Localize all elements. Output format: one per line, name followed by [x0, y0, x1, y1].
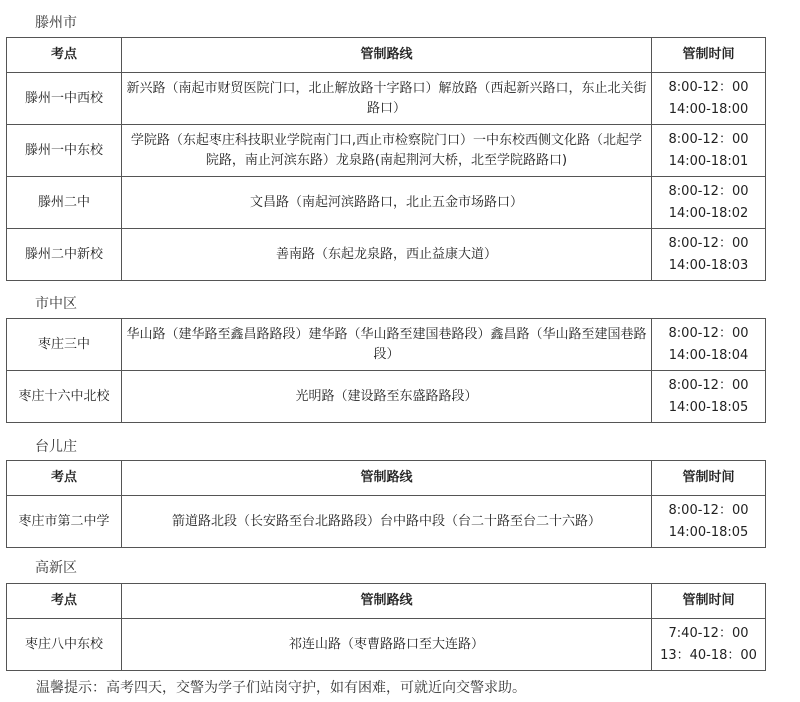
route-cell: 文昌路（南起河滨路路口，北止五金市场路口）	[122, 177, 652, 229]
header-time: 管制时间	[652, 584, 766, 619]
site-cell: 枣庄八中东校	[7, 619, 122, 671]
header-time: 管制时间	[652, 38, 766, 73]
route-cell: 光明路（建设路至东盛路路段）	[122, 371, 652, 423]
table-header-row	[7, 38, 766, 73]
header-site: 考点	[7, 461, 122, 496]
time-cell	[652, 73, 766, 125]
route-cell: 学院路（东起枣庄科技职业学院南门口,西止市检察院门口）一中东校西侧文化路（北起学院路，南止河滨东路）龙泉路(南起荆河大桥，北至学院路路口)	[122, 125, 652, 177]
table-row	[7, 496, 766, 548]
site-cell: 滕州一中东校	[7, 125, 122, 177]
table-row	[7, 371, 766, 423]
table-row	[7, 125, 766, 177]
time-afternoon: 14:00-18:00	[668, 101, 749, 117]
time-afternoon: 14:00-18:05	[668, 524, 749, 540]
time-cell	[652, 125, 766, 177]
table-row	[7, 619, 766, 671]
section-title-tengzhou: 滕州市	[35, 15, 77, 31]
route-cell: 善南路（东起龙泉路，西止益康大道）	[122, 229, 652, 281]
site-cell: 枣庄市第二中学	[7, 496, 122, 548]
header-route: 管制路线	[122, 461, 652, 496]
table-header-row	[7, 584, 766, 619]
table-row	[7, 177, 766, 229]
time-afternoon: 14:00-18:04	[668, 347, 749, 363]
time-afternoon: 13：40-18：00	[660, 647, 757, 663]
time-afternoon: 14:00-18:02	[668, 205, 749, 221]
time-cell	[652, 229, 766, 281]
table-row	[7, 229, 766, 281]
warm-tip: 温馨提示：高考四天，交警为学子们站岗守护，如有困难，可就近向交警求助。	[36, 680, 526, 696]
header-site: 考点	[7, 584, 122, 619]
time-morning: 8:00-12：00	[668, 325, 749, 341]
time-cell	[652, 371, 766, 423]
time-morning: 8:00-12：00	[668, 377, 749, 393]
route-cell: 新兴路（南起市财贸医院门口，北止解放路十字路口）解放路（西起新兴路口，东止北关街路口）	[122, 73, 652, 125]
time-morning: 8:00-12：00	[668, 131, 749, 147]
site-cell: 滕州二中	[7, 177, 122, 229]
control-table-shizhong	[6, 318, 766, 423]
time-morning: 8:00-12：00	[668, 183, 749, 199]
time-cell	[652, 496, 766, 548]
time-afternoon: 14:00-18:01	[668, 153, 749, 169]
time-morning: 7:40-12：00	[668, 625, 749, 641]
time-cell	[652, 319, 766, 371]
route-cell: 华山路（建华路至鑫昌路路段）建华路（华山路至建国巷路段）鑫昌路（华山路至建国巷路段）	[122, 319, 652, 371]
header-route: 管制路线	[122, 38, 652, 73]
time-morning: 8:00-12：00	[668, 502, 749, 518]
time-cell	[652, 619, 766, 671]
control-table-tengzhou	[6, 37, 766, 281]
site-cell: 滕州一中西校	[7, 73, 122, 125]
site-cell: 枣庄十六中北校	[7, 371, 122, 423]
header-time: 管制时间	[652, 461, 766, 496]
route-cell: 箭道路北段（长安路至台北路路段）台中路中段（台二十路至台二十六路）	[122, 496, 652, 548]
table-row	[7, 319, 766, 371]
time-afternoon: 14:00-18:03	[668, 257, 749, 273]
section-title-taierzhuang: 台儿庄	[35, 439, 77, 455]
header-site: 考点	[7, 38, 122, 73]
time-cell	[652, 177, 766, 229]
time-morning: 8:00-12：00	[668, 235, 749, 251]
site-cell: 枣庄三中	[7, 319, 122, 371]
section-title-gaoxin: 高新区	[35, 560, 77, 576]
table-header-row	[7, 461, 766, 496]
site-cell: 滕州二中新校	[7, 229, 122, 281]
time-afternoon: 14:00-18:05	[668, 399, 749, 415]
table-row	[7, 73, 766, 125]
header-route: 管制路线	[122, 584, 652, 619]
control-table-taierzhuang	[6, 460, 766, 548]
control-table-gaoxin	[6, 583, 766, 671]
route-cell: 祁连山路（枣曹路路口至大连路）	[122, 619, 652, 671]
section-title-shizhong: 市中区	[35, 296, 77, 312]
time-morning: 8:00-12：00	[668, 79, 749, 95]
